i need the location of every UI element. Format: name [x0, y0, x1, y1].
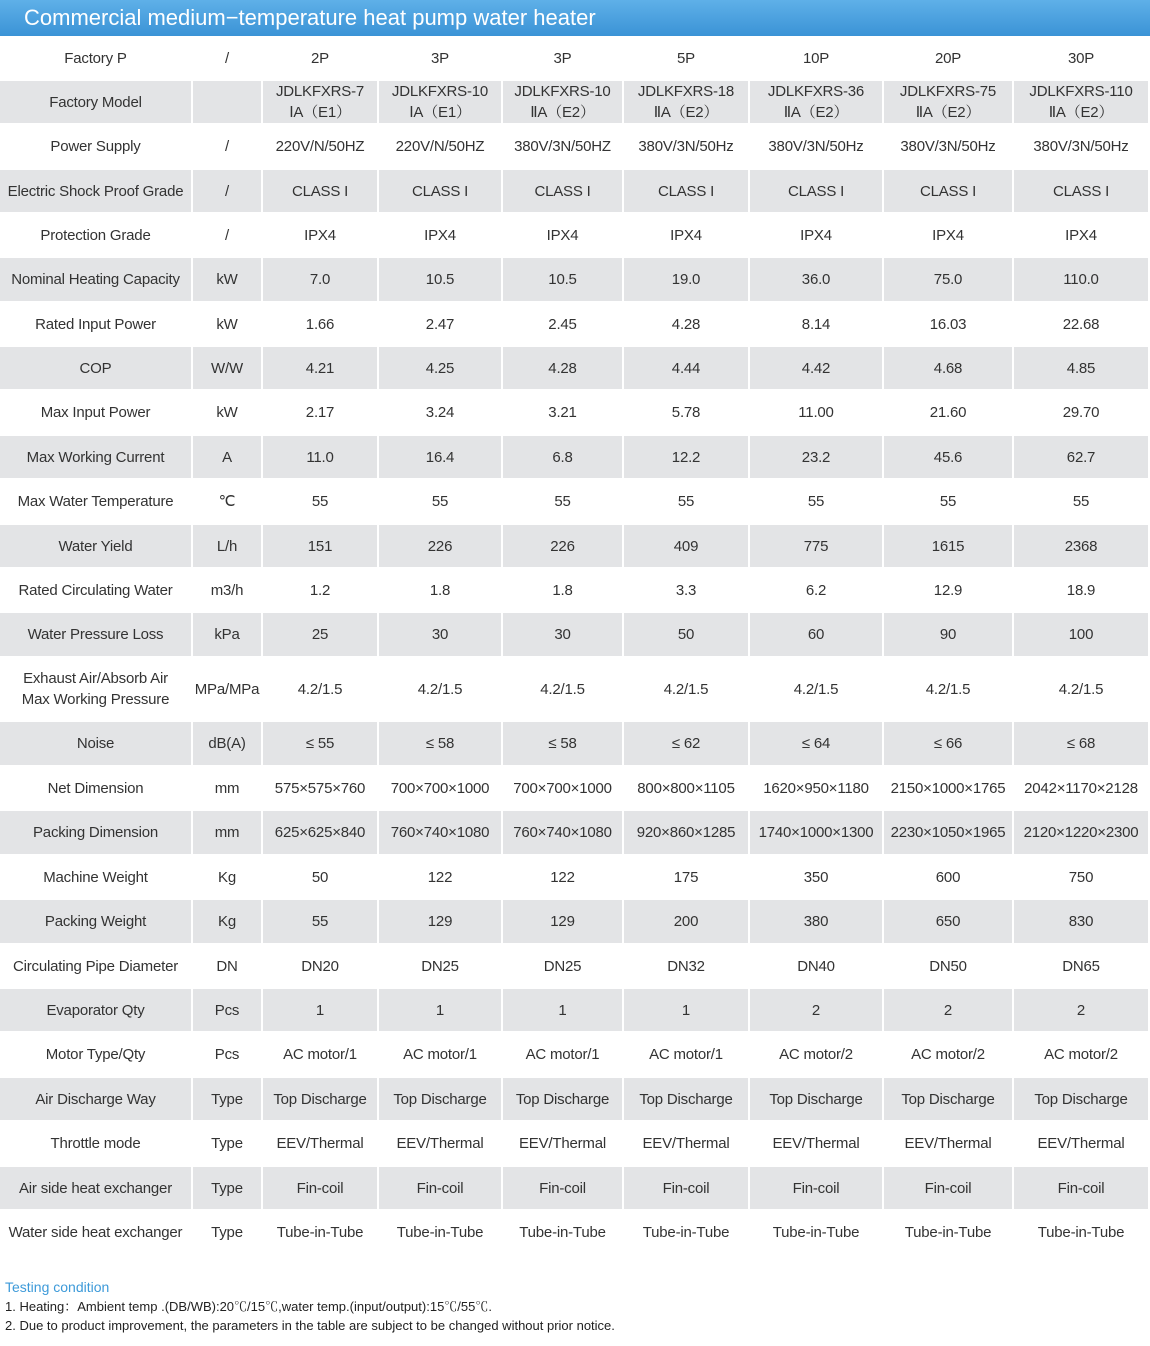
value-cell: 200	[624, 900, 750, 945]
unit-cell: m3/h	[193, 569, 263, 613]
value-cell: 21.60	[884, 391, 1014, 436]
unit-cell: kPa	[193, 613, 263, 658]
table-row	[0, 569, 1150, 613]
value-cell: 55	[263, 480, 379, 525]
value-cell: 29.70	[1014, 391, 1150, 436]
value-cell: JDLKFXRS-10 ⅡA（E2）	[503, 81, 624, 125]
row-label-cell: Protection Grade	[0, 214, 193, 258]
table-row	[0, 1122, 1150, 1167]
value-cell: Fin-coil	[1014, 1167, 1150, 1211]
value-cell: DN65	[1014, 945, 1150, 989]
table-row	[0, 658, 1150, 722]
value-cell: 3P	[379, 37, 503, 81]
table-row	[0, 170, 1150, 214]
unit-cell: mm	[193, 767, 263, 811]
value-cell: Tube-in-Tube	[624, 1211, 750, 1255]
unit-cell: Pcs	[193, 989, 263, 1033]
value-cell: 4.25	[379, 347, 503, 391]
value-cell: 830	[1014, 900, 1150, 945]
value-cell: DN25	[379, 945, 503, 989]
value-cell: 55	[263, 900, 379, 945]
value-cell: IPX4	[624, 214, 750, 258]
value-cell: 110.0	[1014, 258, 1150, 303]
unit-cell: kW	[193, 303, 263, 347]
value-cell: 1615	[884, 525, 1014, 569]
row-label-cell: Water side heat exchanger	[0, 1211, 193, 1255]
unit-cell: MPa/MPa	[193, 658, 263, 722]
table-row	[0, 525, 1150, 569]
row-label-cell: Nominal Heating Capacity	[0, 258, 193, 303]
value-cell: AC motor/2	[750, 1033, 884, 1078]
value-cell: 760×740×1080	[503, 811, 624, 856]
value-cell: 10P	[750, 37, 884, 81]
value-cell: Tube-in-Tube	[884, 1211, 1014, 1255]
value-cell: 100	[1014, 613, 1150, 658]
value-cell: 409	[624, 525, 750, 569]
value-cell: 16.4	[379, 436, 503, 480]
value-cell: AC motor/2	[884, 1033, 1014, 1078]
unit-cell: /	[193, 125, 263, 170]
row-label-cell: Air Discharge Way	[0, 1078, 193, 1122]
value-cell: 55	[750, 480, 884, 525]
notes-line-2: 2. Due to product improvement, the parameters in the table are subject to be changed without prior notice.	[5, 1318, 615, 1333]
value-cell: CLASS I	[624, 170, 750, 214]
value-cell: 220V/N/50HZ	[263, 125, 379, 170]
value-cell: DN25	[503, 945, 624, 989]
value-cell: 4.2/1.5	[503, 658, 624, 722]
table-row	[0, 767, 1150, 811]
value-cell: ≤ 68	[1014, 722, 1150, 767]
value-cell: 226	[379, 525, 503, 569]
testing-notes	[5, 1278, 615, 1335]
value-cell: 25	[263, 613, 379, 658]
value-cell: 4.2/1.5	[624, 658, 750, 722]
table-row	[0, 1078, 1150, 1122]
unit-cell: DN	[193, 945, 263, 989]
value-cell: 1	[503, 989, 624, 1033]
table-row	[0, 1211, 1150, 1255]
value-cell: 4.68	[884, 347, 1014, 391]
row-label-cell: Factory Model	[0, 81, 193, 125]
value-cell: EEV/Thermal	[750, 1122, 884, 1167]
value-cell: EEV/Thermal	[1014, 1122, 1150, 1167]
value-cell: IPX4	[1014, 214, 1150, 258]
value-cell: IPX4	[263, 214, 379, 258]
value-cell: 4.2/1.5	[884, 658, 1014, 722]
value-cell: 1.8	[503, 569, 624, 613]
value-cell: 12.9	[884, 569, 1014, 613]
value-cell: 775	[750, 525, 884, 569]
value-cell: ≤ 55	[263, 722, 379, 767]
notes-title: Testing condition	[5, 1279, 110, 1295]
value-cell: CLASS I	[750, 170, 884, 214]
value-cell: 11.0	[263, 436, 379, 480]
value-cell: 1620×950×1180	[750, 767, 884, 811]
value-cell: 4.2/1.5	[379, 658, 503, 722]
value-cell: IPX4	[750, 214, 884, 258]
row-label-cell: Packing Dimension	[0, 811, 193, 856]
unit-cell: Kg	[193, 856, 263, 900]
value-cell: 2	[1014, 989, 1150, 1033]
row-label-cell: Throttle mode	[0, 1122, 193, 1167]
table-row	[0, 1033, 1150, 1078]
table-row	[0, 989, 1150, 1033]
value-cell: EEV/Thermal	[379, 1122, 503, 1167]
unit-cell: Pcs	[193, 1033, 263, 1078]
value-cell: 55	[503, 480, 624, 525]
value-cell: 1.66	[263, 303, 379, 347]
value-cell: Top Discharge	[263, 1078, 379, 1122]
value-cell: ≤ 66	[884, 722, 1014, 767]
value-cell: 30	[379, 613, 503, 658]
value-cell: Top Discharge	[884, 1078, 1014, 1122]
value-cell: 4.2/1.5	[750, 658, 884, 722]
notes-line-1: 1. Heating：Ambient temp .(DB/WB):20℃/15℃,water temp.(input/output):15℃/55℃.	[5, 1299, 492, 1314]
value-cell: 4.2/1.5	[263, 658, 379, 722]
value-cell: 30	[503, 613, 624, 658]
row-label-cell: Max Input Power	[0, 391, 193, 436]
value-cell: JDLKFXRS-18 ⅡA（E2）	[624, 81, 750, 125]
spec-table	[0, 37, 1150, 1255]
value-cell: 2120×1220×2300	[1014, 811, 1150, 856]
value-cell: 20P	[884, 37, 1014, 81]
value-cell: EEV/Thermal	[503, 1122, 624, 1167]
row-label-cell: Air side heat exchanger	[0, 1167, 193, 1211]
unit-cell: Type	[193, 1211, 263, 1255]
value-cell: EEV/Thermal	[263, 1122, 379, 1167]
value-cell: 22.68	[1014, 303, 1150, 347]
row-label-cell: Water Yield	[0, 525, 193, 569]
table-row	[0, 214, 1150, 258]
value-cell: 1740×1000×1300	[750, 811, 884, 856]
unit-cell: /	[193, 214, 263, 258]
value-cell: 2.17	[263, 391, 379, 436]
value-cell: JDLKFXRS-36 ⅡA（E2）	[750, 81, 884, 125]
value-cell: JDLKFXRS-75 ⅡA（E2）	[884, 81, 1014, 125]
value-cell: 55	[379, 480, 503, 525]
value-cell: IPX4	[884, 214, 1014, 258]
value-cell: 5.78	[624, 391, 750, 436]
value-cell: Tube-in-Tube	[379, 1211, 503, 1255]
value-cell: IPX4	[379, 214, 503, 258]
unit-cell: Type	[193, 1167, 263, 1211]
row-label-cell: Rated Input Power	[0, 303, 193, 347]
value-cell: 700×700×1000	[503, 767, 624, 811]
row-label-cell: Electric Shock Proof Grade	[0, 170, 193, 214]
value-cell: 4.44	[624, 347, 750, 391]
value-cell: Fin-coil	[884, 1167, 1014, 1211]
value-cell: DN20	[263, 945, 379, 989]
page-title: Commercial medium−temperature heat pump water heater	[24, 5, 596, 30]
value-cell: 1.8	[379, 569, 503, 613]
value-cell: 11.00	[750, 391, 884, 436]
table-row	[0, 125, 1150, 170]
value-cell: Fin-coil	[379, 1167, 503, 1211]
row-label-cell: Rated Circulating Water	[0, 569, 193, 613]
value-cell: Top Discharge	[750, 1078, 884, 1122]
table-row	[0, 347, 1150, 391]
unit-cell: L/h	[193, 525, 263, 569]
row-label-cell: Max Water Temperature	[0, 480, 193, 525]
unit-cell: W/W	[193, 347, 263, 391]
value-cell: 62.7	[1014, 436, 1150, 480]
value-cell: 4.28	[503, 347, 624, 391]
table-row	[0, 945, 1150, 989]
value-cell: CLASS I	[379, 170, 503, 214]
table-row	[0, 856, 1150, 900]
value-cell: 750	[1014, 856, 1150, 900]
value-cell: AC motor/1	[263, 1033, 379, 1078]
value-cell: 760×740×1080	[379, 811, 503, 856]
value-cell: 2042×1170×2128	[1014, 767, 1150, 811]
value-cell: 3.3	[624, 569, 750, 613]
value-cell: 129	[379, 900, 503, 945]
row-label-cell: Exhaust Air/Absorb Air Max Working Pressure	[0, 658, 193, 722]
row-label-cell: Packing Weight	[0, 900, 193, 945]
row-label-cell: Net Dimension	[0, 767, 193, 811]
value-cell: 7.0	[263, 258, 379, 303]
value-cell: 10.5	[503, 258, 624, 303]
row-label-cell: Noise	[0, 722, 193, 767]
table-row	[0, 1167, 1150, 1211]
title-bar	[0, 0, 1150, 36]
value-cell: 175	[624, 856, 750, 900]
value-cell: ≤ 58	[379, 722, 503, 767]
value-cell: 50	[263, 856, 379, 900]
unit-cell: Type	[193, 1078, 263, 1122]
value-cell: 122	[503, 856, 624, 900]
value-cell: 10.5	[379, 258, 503, 303]
value-cell: 2.45	[503, 303, 624, 347]
value-cell: 226	[503, 525, 624, 569]
value-cell: 1	[263, 989, 379, 1033]
value-cell: 4.42	[750, 347, 884, 391]
value-cell: 650	[884, 900, 1014, 945]
value-cell: 920×860×1285	[624, 811, 750, 856]
value-cell: Tube-in-Tube	[263, 1211, 379, 1255]
value-cell: 2	[884, 989, 1014, 1033]
value-cell: AC motor/2	[1014, 1033, 1150, 1078]
value-cell: 350	[750, 856, 884, 900]
value-cell: EEV/Thermal	[884, 1122, 1014, 1167]
unit-cell: dB(A)	[193, 722, 263, 767]
unit-cell: kW	[193, 391, 263, 436]
value-cell: 3.21	[503, 391, 624, 436]
value-cell: 23.2	[750, 436, 884, 480]
value-cell: AC motor/1	[503, 1033, 624, 1078]
value-cell: 18.9	[1014, 569, 1150, 613]
value-cell: 36.0	[750, 258, 884, 303]
unit-cell: Type	[193, 1122, 263, 1167]
value-cell: 16.03	[884, 303, 1014, 347]
value-cell: 3.24	[379, 391, 503, 436]
value-cell: AC motor/1	[624, 1033, 750, 1078]
value-cell: Top Discharge	[379, 1078, 503, 1122]
value-cell: CLASS I	[503, 170, 624, 214]
value-cell: 4.28	[624, 303, 750, 347]
value-cell: DN50	[884, 945, 1014, 989]
value-cell: Top Discharge	[1014, 1078, 1150, 1122]
row-label-cell: Power Supply	[0, 125, 193, 170]
value-cell: 2.47	[379, 303, 503, 347]
value-cell: CLASS I	[263, 170, 379, 214]
unit-cell: Kg	[193, 900, 263, 945]
value-cell: 380	[750, 900, 884, 945]
table-row	[0, 722, 1150, 767]
unit-cell: A	[193, 436, 263, 480]
unit-cell: mm	[193, 811, 263, 856]
value-cell: 4.85	[1014, 347, 1150, 391]
value-cell: Tube-in-Tube	[503, 1211, 624, 1255]
value-cell: 2	[750, 989, 884, 1033]
value-cell: AC motor/1	[379, 1033, 503, 1078]
value-cell: Top Discharge	[624, 1078, 750, 1122]
value-cell: 800×800×1105	[624, 767, 750, 811]
value-cell: 380V/3N/50Hz	[750, 125, 884, 170]
value-cell: 1.2	[263, 569, 379, 613]
unit-cell: /	[193, 170, 263, 214]
table-row	[0, 258, 1150, 303]
value-cell: 2P	[263, 37, 379, 81]
table-row	[0, 613, 1150, 658]
value-cell: 5P	[624, 37, 750, 81]
table-row	[0, 900, 1150, 945]
value-cell: 55	[1014, 480, 1150, 525]
value-cell: 1	[379, 989, 503, 1033]
value-cell: 6.8	[503, 436, 624, 480]
value-cell: CLASS I	[1014, 170, 1150, 214]
value-cell: 8.14	[750, 303, 884, 347]
value-cell: JDLKFXRS-110 ⅡA（E2）	[1014, 81, 1150, 125]
value-cell: Top Discharge	[503, 1078, 624, 1122]
unit-cell	[193, 81, 263, 125]
value-cell: 380V/3N/50HZ	[503, 125, 624, 170]
spec-table-body	[0, 37, 1150, 1255]
table-row	[0, 37, 1150, 81]
table-row	[0, 436, 1150, 480]
row-label-cell: Machine Weight	[0, 856, 193, 900]
value-cell: 380V/3N/50Hz	[1014, 125, 1150, 170]
value-cell: 55	[624, 480, 750, 525]
value-cell: 12.2	[624, 436, 750, 480]
value-cell: EEV/Thermal	[624, 1122, 750, 1167]
unit-cell: /	[193, 37, 263, 81]
value-cell: 30P	[1014, 37, 1150, 81]
value-cell: 122	[379, 856, 503, 900]
value-cell: 2368	[1014, 525, 1150, 569]
value-cell: Fin-coil	[503, 1167, 624, 1211]
value-cell: CLASS I	[884, 170, 1014, 214]
table-row	[0, 391, 1150, 436]
table-row	[0, 811, 1150, 856]
value-cell: 700×700×1000	[379, 767, 503, 811]
value-cell: ≤ 58	[503, 722, 624, 767]
row-label-cell: Evaporator Qty	[0, 989, 193, 1033]
value-cell: 625×625×840	[263, 811, 379, 856]
value-cell: 1	[624, 989, 750, 1033]
value-cell: Fin-coil	[263, 1167, 379, 1211]
value-cell: 380V/3N/50Hz	[624, 125, 750, 170]
value-cell: ≤ 64	[750, 722, 884, 767]
value-cell: DN40	[750, 945, 884, 989]
table-row	[0, 303, 1150, 347]
value-cell: 50	[624, 613, 750, 658]
value-cell: 19.0	[624, 258, 750, 303]
row-label-cell: COP	[0, 347, 193, 391]
value-cell: 600	[884, 856, 1014, 900]
row-label-cell: Factory P	[0, 37, 193, 81]
value-cell: 75.0	[884, 258, 1014, 303]
value-cell: 380V/3N/50Hz	[884, 125, 1014, 170]
value-cell: Tube-in-Tube	[1014, 1211, 1150, 1255]
value-cell: 4.2/1.5	[1014, 658, 1150, 722]
table-row	[0, 480, 1150, 525]
table-row	[0, 81, 1150, 125]
value-cell: 220V/N/50HZ	[379, 125, 503, 170]
value-cell: 2150×1000×1765	[884, 767, 1014, 811]
value-cell: 575×575×760	[263, 767, 379, 811]
unit-cell: kW	[193, 258, 263, 303]
value-cell: ≤ 62	[624, 722, 750, 767]
row-label-cell: Water Pressure Loss	[0, 613, 193, 658]
value-cell: 55	[884, 480, 1014, 525]
row-label-cell: Circulating Pipe Diameter	[0, 945, 193, 989]
value-cell: IPX4	[503, 214, 624, 258]
value-cell: 6.2	[750, 569, 884, 613]
value-cell: Tube-in-Tube	[750, 1211, 884, 1255]
value-cell: DN32	[624, 945, 750, 989]
value-cell: 2230×1050×1965	[884, 811, 1014, 856]
value-cell: 3P	[503, 37, 624, 81]
value-cell: 45.6	[884, 436, 1014, 480]
value-cell: 151	[263, 525, 379, 569]
value-cell: Fin-coil	[750, 1167, 884, 1211]
unit-cell: ℃	[193, 480, 263, 525]
value-cell: 60	[750, 613, 884, 658]
row-label-cell: Motor Type/Qty	[0, 1033, 193, 1078]
value-cell: 129	[503, 900, 624, 945]
row-label-cell: Max Working Current	[0, 436, 193, 480]
value-cell: 4.21	[263, 347, 379, 391]
value-cell: Fin-coil	[624, 1167, 750, 1211]
value-cell: JDLKFXRS-7 ⅠA（E1）	[263, 81, 379, 125]
value-cell: JDLKFXRS-10 ⅠA（E1）	[379, 81, 503, 125]
value-cell: 90	[884, 613, 1014, 658]
